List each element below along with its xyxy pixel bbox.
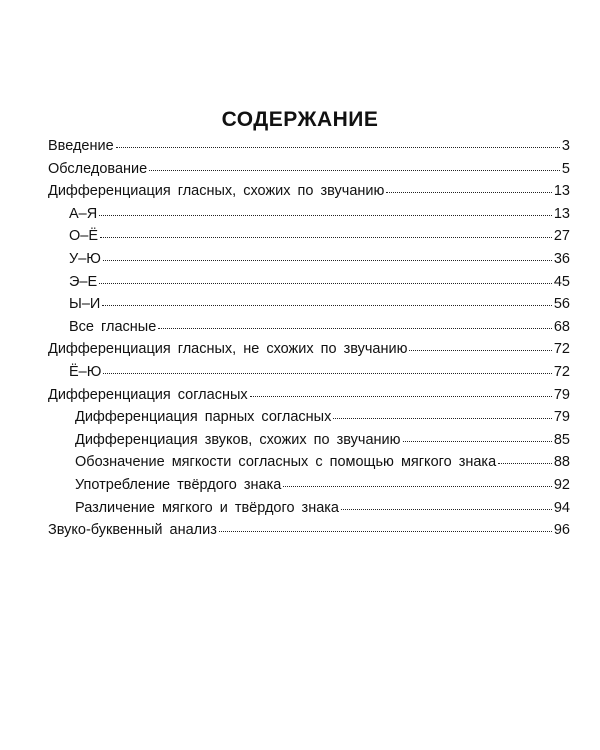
dot-leader [498, 449, 552, 464]
toc-entry [48, 158, 570, 181]
toc-entry [48, 338, 570, 361]
toc-entry-page: 13 [553, 205, 570, 222]
toc-entry [48, 225, 570, 248]
table-of-contents [48, 135, 570, 542]
toc-entry [48, 474, 570, 497]
dot-leader [99, 269, 552, 284]
toc-entry-page: 45 [553, 273, 570, 290]
toc-entry [48, 519, 570, 542]
dot-leader [283, 472, 552, 487]
toc-entry-title: У–Ю [69, 250, 101, 267]
dot-leader [158, 314, 552, 329]
toc-entry-page: 72 [553, 363, 570, 380]
toc-entry [48, 316, 570, 339]
dot-leader [219, 517, 552, 532]
dot-leader [103, 246, 552, 261]
toc-entry [48, 406, 570, 429]
toc-entry-title: Обследование [48, 160, 148, 177]
toc-entry-title: Все гласные [69, 318, 157, 335]
dot-leader [100, 223, 552, 238]
toc-entry-title: Дифференциация звуков, схожих по звучанию [75, 431, 401, 448]
dot-leader [250, 382, 552, 397]
toc-entry-title: Дифференциация гласных, схожих по звучанию [48, 183, 385, 200]
dot-leader [99, 201, 552, 216]
toc-entry-page: 96 [553, 522, 570, 539]
toc-entry [48, 271, 570, 294]
toc-entry-page: 92 [553, 476, 570, 493]
dot-leader [386, 178, 551, 193]
toc-entry-page: 3 [561, 138, 570, 154]
dot-leader [149, 156, 560, 171]
toc-entry-page: 79 [553, 386, 570, 403]
dot-leader [333, 404, 552, 419]
dot-leader [341, 495, 552, 510]
toc-entry-title: А–Я [69, 205, 98, 222]
toc-entry-page: 94 [553, 499, 570, 516]
toc-entry-page: 13 [553, 183, 570, 200]
toc-entry [48, 180, 570, 203]
toc-entry [48, 361, 570, 384]
toc-entry-title: Дифференциация гласных, не схожих по звучанию [48, 341, 408, 358]
toc-entry-title: Дифференциация парных согласных [75, 409, 332, 426]
toc-entry-page: 27 [553, 228, 570, 245]
toc-entry-title: Обозначение мягкости согласных с помощью мягкого знака [75, 454, 497, 471]
toc-entry-page: 56 [553, 296, 570, 313]
toc-entry [48, 384, 570, 407]
dot-leader [403, 427, 552, 442]
toc-entry-title: Ё–Ю [69, 363, 102, 380]
toc-entry-page: 72 [553, 341, 570, 358]
toc-entry-title: Звуко-буквенный анализ [48, 522, 217, 539]
toc-entry [48, 497, 570, 520]
toc-entry-page: 88 [553, 454, 570, 471]
toc-entry-title: Ы–И [69, 296, 101, 313]
toc-entry-title: О–Ё [69, 228, 99, 245]
toc-entry-page: 36 [553, 250, 570, 267]
dot-leader [103, 359, 551, 374]
toc-entry-page: 68 [553, 318, 570, 335]
toc-entry [48, 293, 570, 316]
toc-entry [48, 248, 570, 271]
toc-entry-page: 79 [553, 409, 570, 426]
page-title: СОДЕРЖАНИЕ [221, 108, 379, 131]
toc-entry-page: 85 [553, 431, 570, 448]
toc-entry [48, 429, 570, 452]
dot-leader [409, 336, 551, 351]
toc-entry-title: Употребление твёрдого знака [75, 476, 282, 493]
toc-entry-title: Дифференциация согласных [48, 386, 248, 403]
toc-entry-title: Различение мягкого и твёрдого знака [75, 499, 340, 516]
toc-entry-title: Э–Е [69, 273, 98, 290]
toc-entry [48, 451, 570, 474]
dot-leader [102, 291, 552, 306]
toc-entry-title: Введение [48, 138, 114, 154]
toc-entry [48, 203, 570, 226]
toc-entry-page: 5 [561, 160, 570, 177]
toc-entry [48, 135, 570, 158]
dot-leader [116, 133, 560, 148]
